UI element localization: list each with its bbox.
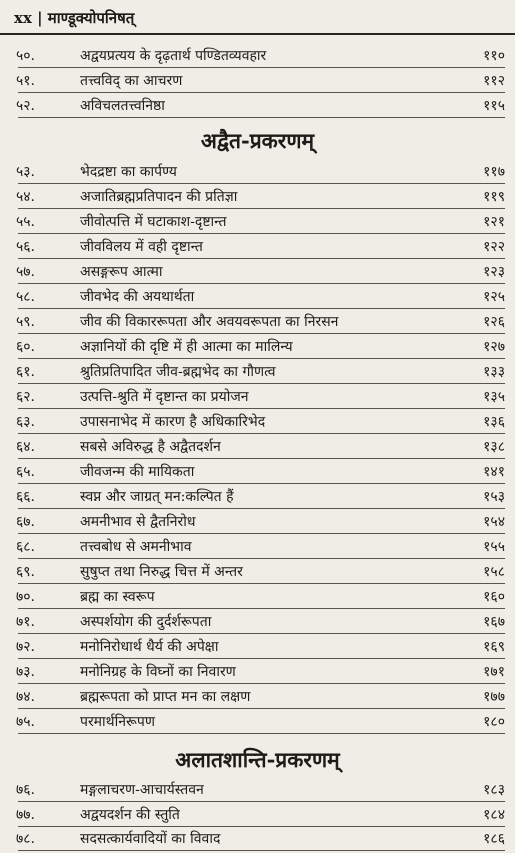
toc-page: १२७ [483, 339, 505, 355]
toc-number: ७७. [16, 807, 36, 823]
toc-title: ब्रह्म का स्वरूप [80, 589, 155, 605]
toc-row [0, 778, 515, 802]
toc-number: ७१. [16, 614, 36, 630]
toc-page: १५४ [483, 514, 505, 530]
toc-page: १५५ [483, 539, 505, 555]
toc-row [0, 335, 515, 359]
toc-page: ११५ [483, 98, 505, 114]
toc-page: ११७ [483, 164, 505, 180]
toc-page: ११० [483, 48, 505, 64]
toc-title: अमनीभाव से द्वैतनिरोध [80, 514, 196, 530]
toc-page: १२६ [483, 314, 505, 330]
toc-title: जीवविलय में वही दृष्टान्त [80, 239, 203, 255]
header-rule [0, 33, 515, 35]
toc-number: ५२. [16, 98, 36, 114]
toc-page: १२३ [483, 264, 505, 280]
toc-row [0, 827, 515, 851]
toc-number: ५७. [16, 264, 36, 280]
toc-title: सबसे अविरुद्ध है अद्वैतदर्शन [80, 439, 221, 455]
toc-row [0, 210, 515, 234]
toc-number: ६९. [16, 564, 36, 580]
toc-number: ७४. [16, 689, 36, 705]
toc-row [0, 285, 515, 309]
toc-page: १८३ [483, 782, 505, 798]
toc-title: तत्त्वविद् का आचरण [80, 73, 183, 89]
toc-title: अविचलतत्त्वनिष्ठा [80, 98, 165, 114]
toc-title: जीव की विकाररूपता और अवयवरूपता का निरसन [80, 314, 339, 330]
toc-row [0, 260, 515, 284]
toc-title: मङ्गलाचरण-आचार्यस्तवन [80, 782, 204, 798]
toc-row [0, 360, 515, 384]
toc-row [0, 94, 515, 118]
toc-title: उपासनाभेद में कारण है अधिकारिभेद [80, 414, 266, 430]
toc-title: जीवभेद की अयथार्थता [80, 289, 195, 305]
toc-number: ५६. [16, 239, 36, 255]
toc-number: ६३. [16, 414, 36, 430]
toc-number: ५५. [16, 214, 36, 230]
toc-title: जीवजन्म की मायिकता [80, 464, 195, 480]
toc-page: १७७ [483, 689, 505, 705]
toc-row [0, 410, 515, 434]
toc-number: ६८. [16, 539, 36, 555]
toc-row [0, 560, 515, 584]
toc-title: श्रुतिप्रतिपादित जीव-ब्रह्मभेद का गौणत्व [80, 364, 276, 380]
toc-number: ५९. [16, 314, 36, 330]
toc-row [0, 710, 515, 734]
toc-page: १३६ [483, 414, 505, 430]
toc-row [0, 310, 515, 334]
toc-title: उत्पत्ति-श्रुति में दृष्टान्त का प्रयोजन [80, 389, 249, 405]
toc-page: १६९ [483, 639, 505, 655]
toc-row [0, 510, 515, 534]
toc-row [0, 435, 515, 459]
toc-number: ६५. [16, 464, 36, 480]
toc-number: ६२. [16, 389, 36, 405]
toc-page: १६० [483, 589, 505, 605]
toc-title: अद्वयप्रत्यय के दृढ़तार्थ पण्डितव्यवहार [80, 48, 267, 64]
toc-number: ७६. [16, 782, 36, 798]
toc-row [0, 185, 515, 209]
toc-title: मनोनिरोधार्थ धैर्य की अपेक्षा [80, 639, 219, 655]
toc-title: तत्त्वबोध से अमनीभाव [80, 539, 192, 555]
toc-page: १५८ [483, 564, 505, 580]
toc-number: ७८. [16, 831, 36, 847]
toc-title: सदसत्कार्यवादियों का विवाद [80, 831, 221, 847]
toc-page: १५३ [483, 489, 505, 505]
toc-number: ७५. [16, 714, 36, 730]
toc-number: ६७. [16, 514, 36, 530]
toc-title: अस्पर्शयोग की दुर्दर्शरूपता [80, 614, 212, 630]
toc-title: अज्ञानियों की दृष्टि में ही आत्मा का मालिन्य [80, 339, 293, 355]
toc-page: १२५ [483, 289, 505, 305]
toc-page: १३३ [483, 364, 505, 380]
toc-number: ७२. [16, 639, 36, 655]
toc-row [0, 460, 515, 484]
toc-title: असङ्गरूप आत्मा [80, 264, 163, 280]
toc-page: १८६ [483, 831, 505, 847]
toc-number: ७३. [16, 664, 36, 680]
toc-page: १४१ [483, 464, 505, 480]
toc-page: १३८ [483, 439, 505, 455]
section-heading-alatashanti: अलातशान्ति-प्रकरणम् [175, 747, 340, 772]
toc-title: अद्वयदर्शन की स्तुति [80, 807, 180, 823]
toc-number: ५०. [16, 48, 36, 64]
toc-page: १८४ [483, 807, 505, 823]
toc-number: ६०. [16, 339, 36, 355]
toc-row [0, 235, 515, 259]
toc-title: मनोनिग्रह के विघ्नों का निवारण [80, 664, 236, 680]
toc-title: भेदद्रष्टा का कार्पण्य [80, 164, 177, 180]
toc-page: १८० [483, 714, 505, 730]
toc-row [0, 44, 515, 68]
toc-number: ५८. [16, 289, 36, 305]
toc-number: ५४. [16, 189, 36, 205]
toc-row [0, 485, 515, 509]
toc-number: ७०. [16, 589, 36, 605]
toc-page: १२१ [483, 214, 505, 230]
toc-title: जीवोत्पत्ति में घटाकाश-दृष्टान्त [80, 214, 227, 230]
toc-title: अजातिब्रह्मप्रतिपादन की प्रतिज्ञा [80, 189, 238, 205]
toc-title: सुषुप्त तथा निरुद्ध चित्त में अन्तर [80, 564, 243, 580]
toc-page: ११२ [483, 73, 505, 89]
toc-number: ५१. [16, 73, 36, 89]
page-header: xx | माण्डूक्योपनिषत् [14, 9, 135, 27]
toc-title: स्वप्न और जाग्रत् मन:कल्पित हैं [80, 489, 234, 505]
toc-row [0, 535, 515, 559]
toc-title: ब्रह्मरूपता को प्राप्त मन का लक्षण [80, 689, 251, 705]
toc-page: १६७ [483, 614, 505, 630]
toc-number: ६६. [16, 489, 36, 505]
toc-row [0, 69, 515, 93]
toc-number: ६४. [16, 439, 36, 455]
toc-row [0, 803, 515, 827]
toc-row [0, 610, 515, 634]
toc-page: १३५ [483, 389, 505, 405]
toc-page: १२२ [483, 239, 505, 255]
toc-row [0, 585, 515, 609]
toc-row [0, 160, 515, 184]
toc-row [0, 685, 515, 709]
toc-page: १७१ [483, 664, 505, 680]
toc-row [0, 660, 515, 684]
toc-number: ५३. [16, 164, 36, 180]
toc-row [0, 385, 515, 409]
section-heading-advaita: अद्वैत-प्रकरणम् [200, 128, 315, 153]
toc-title: परमार्थनिरूपण [80, 714, 155, 730]
toc-page: ११९ [483, 189, 505, 205]
toc-row [0, 635, 515, 659]
toc-number: ६१. [16, 364, 36, 380]
